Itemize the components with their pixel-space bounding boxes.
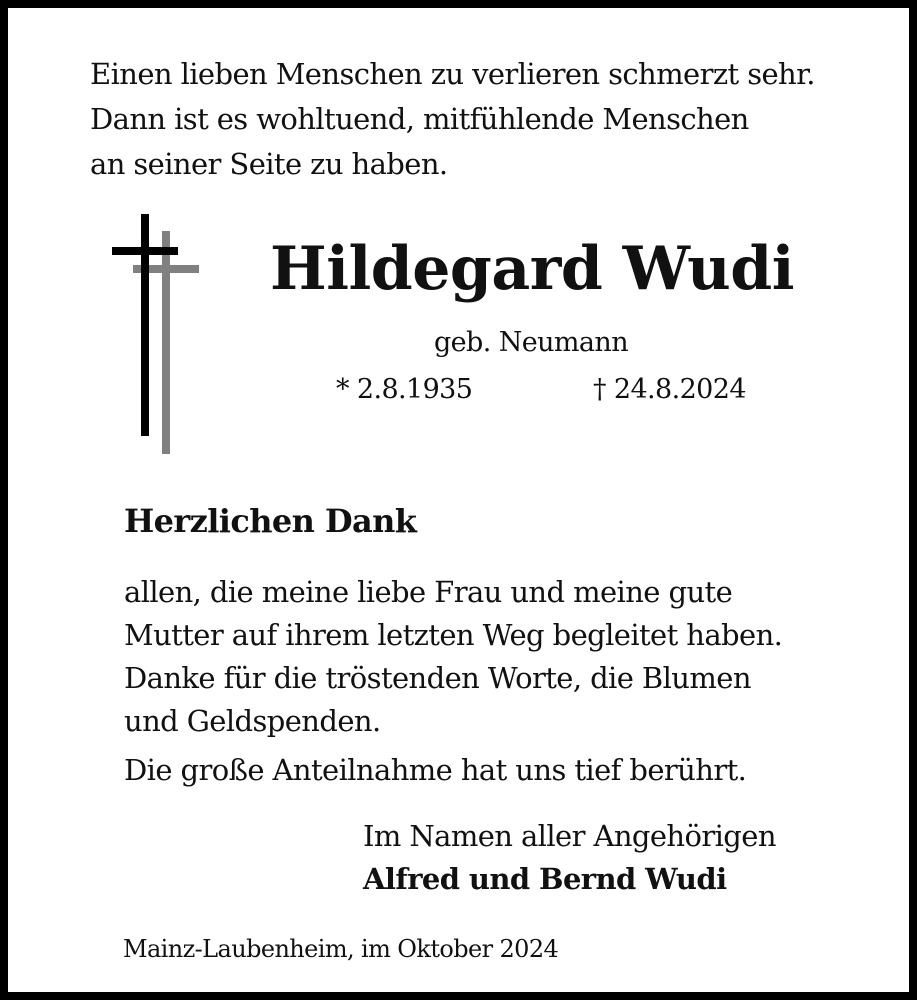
thanks-heading: Herzlichen Dank: [124, 502, 417, 540]
death-date: † 24.8.2024: [593, 374, 746, 405]
thanks-line: Danke für die tröstenden Worte, die Blumen: [124, 661, 751, 695]
intro-line: Dann ist es wohltuend, mitfühlende Menschen: [90, 102, 749, 136]
thanks-line: Mutter auf ihrem letzten Weg begleitet haben.: [124, 618, 783, 652]
thanks-line: und Geldspenden.: [124, 704, 381, 738]
intro-text: [90, 52, 815, 187]
intro-line: Einen lieben Menschen zu verlieren schmerzt sehr.: [90, 57, 815, 91]
intro-line: an seiner Seite zu haben.: [90, 147, 448, 181]
place-date: Mainz-Laubenheim, im Oktober 2024: [123, 935, 559, 963]
thanks-body: [124, 571, 782, 792]
deceased-name: Hildegard Wudi: [270, 234, 795, 304]
birth-name: geb. Neumann: [434, 327, 628, 358]
thanks-closing: Die große Anteilnahme hat uns tief berührt.: [124, 753, 747, 787]
birth-date: * 2.8.1935: [336, 374, 473, 405]
signature-names: Alfred und Bernd Wudi: [363, 862, 727, 896]
thanks-line: allen, die meine liebe Frau und meine gute: [124, 575, 733, 609]
signature-intro: Im Namen aller Angehörigen: [363, 819, 776, 853]
cross-horizontal: [112, 247, 178, 255]
